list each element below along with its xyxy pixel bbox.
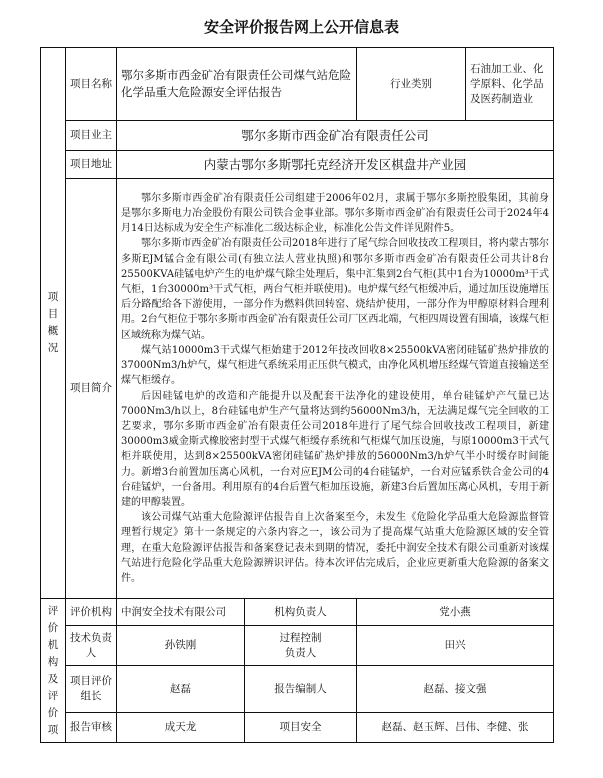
row-project-name (41, 48, 554, 121)
section-char: 况 (47, 342, 59, 354)
section-char: 评 (47, 604, 59, 617)
owner-label: 项目业主 (66, 121, 117, 151)
section-evaluation-label (41, 599, 66, 743)
project-safety-label: 项目安全 (245, 713, 357, 743)
section-char: 及 (47, 672, 59, 685)
report-author-label: 报告编制人 (245, 666, 357, 713)
section-char: 价 (47, 621, 59, 634)
team-leader-label-line: 项目评价 (70, 675, 112, 687)
process-head-value: 田兴 (357, 626, 554, 666)
section-char: 目 (47, 308, 59, 320)
row-intro (41, 179, 554, 599)
row-eval-org (41, 599, 554, 626)
row-tech-head (41, 626, 554, 666)
tech-head-label (66, 626, 117, 666)
report-review-label: 报告审核 (66, 713, 117, 743)
section-char: 概 (47, 325, 59, 337)
intro-paragraph: 后因硅锰电炉的改造和产能提升以及配套干法净化的建设使用，单台硅锰炉产气量已达7000Nm3/h以上，8台硅锰电炉生产气量将达到约56000Nm3/h，无法满足煤气完全回收的工艺要求，鄂尔多斯市西金矿冶有限责任公司2018年进行了尾气综合回收技改工程项目，新建30000m3威金斯式橡胶密封型干式煤气柜缓存系统和气柜煤气加压设施，与原10000m3干式气柜并联使用，达到8×25500kVA密闭硅锰矿热炉排放的56000Nm3/h炉气半小时缓存时间能力。新增3台前置加压离心风机，一台对应EJM公司的4台硅锰炉，一台对应锰系铁合金公司的4台硅锰炉，一台备用。利用原有的4台后置气柜加压设施，新建3台后置加压离心风机，专用于新建的甲醇装置。 (121, 390, 549, 508)
team-leader-label (66, 666, 117, 713)
section-char: 项 (47, 723, 59, 736)
project-name-label: 项目名称 (66, 48, 117, 121)
project-safety-value: 赵磊、赵玉辉、吕伟、李健、张 (357, 713, 554, 743)
intro-text (117, 179, 554, 599)
org-head-label: 机构负责人 (245, 599, 357, 626)
intro-paragraph: 鄂尔多斯市西金矿冶有限责任公司组建于2006年02月，隶属于鄂尔多斯控股集团，其前身是鄂尔多斯电力冶金股份有限公司铁合金事业部。鄂尔多斯市西金矿冶有限责任公司于2024年4月14日达标成为安全生产标准化二级达标企业，标准化公告文件详见附件5。 (121, 192, 549, 235)
industry-label: 行业类别 (357, 48, 466, 121)
section-char: 构 (47, 655, 59, 668)
report-review-value: 成天龙 (117, 713, 245, 743)
intro-paragraph: 鄂尔多斯市西金矿冶有限责任公司2018年进行了尾气综合回收技改工程项目，将内蒙古鄂尔多斯EJM锰合金有限公司(有独立法人营业执照)和鄂尔多斯市西金矿冶有限责任公司共计8台25500KVA硅锰电炉产生的电炉煤气除尘处理后，集中汇集到2台气柜(其中1台为10000m³干式气柜，1台30000m³干式气柜，两台气柜并联使用)。电炉煤气经气柜缓冲后，通过加压设施增压后分路配给各下游使用，一部分作为燃料供回转窑、烧结炉使用，一部分作为甲醇原材料合理利用。2台气柜位于鄂尔多斯市西金矿冶有限责任公司厂区西北端，气柜四周设置有围墙，该煤气柜区域统称为煤气站。 (121, 238, 549, 341)
section-char: 项 (47, 291, 59, 303)
section-char: 评 (47, 689, 59, 702)
process-head-label-line: 过程控制 (279, 631, 322, 644)
org-head-value: 党小燕 (357, 599, 554, 626)
team-leader-value: 赵磊 (117, 666, 245, 713)
process-head-label (245, 626, 357, 666)
team-leader-label-line: 组长 (80, 690, 102, 702)
address-value: 内蒙古鄂尔多斯鄂托克经济开发区棋盘井产业园 (117, 151, 554, 179)
row-report-review (41, 713, 554, 743)
section-char: 价 (47, 706, 59, 719)
page-title: 安全评价报告网上公开信息表 (203, 18, 399, 36)
industry-value: 石油加工业、化学原料、化学品及医药制造业 (466, 48, 554, 121)
eval-org-value: 中润安全技术有限公司 (117, 599, 245, 626)
address-label: 项目地址 (66, 151, 117, 179)
report-author-value: 赵磊、接文强 (357, 666, 554, 713)
tech-head-value: 孙铁刚 (117, 626, 245, 666)
info-table (40, 47, 554, 743)
intro-paragraph: 该公司煤气站重大危险源评估报告自上次备案至今，未发生《危险化学品重大危险源监督管理暂行规定》第十一条规定的六条内容之一，该公司为了提高煤气站重大危险源区域的安全管理，在重大危险源评估报告和备案登记表未到期的情况，委托中润安全技术有限公司重新对该煤气站进行危险化学品重大危险源辨识评估。待本次评估完成后，企业应更新重大危险源的备案文件。 (121, 512, 549, 584)
eval-org-label: 评价机构 (66, 599, 117, 626)
project-name-value: 鄂尔多斯市西金矿冶有限责任公司煤气站危险化学品重大危险源安全评估报告 (117, 48, 357, 121)
tech-head-label-line: 人 (85, 646, 97, 659)
intro-paragraph: 煤气站10000m3干式煤气柜始建于2012年技改回收8×25500kVA密闭硅锰矿热炉排放的37000Nm3/h炉气，煤气柜进气系统采用正压供气模式，由净化风机增压经煤气管道直接输送至煤气柜缓存。 (121, 344, 549, 387)
row-team-leader (41, 666, 554, 713)
intro-label: 项目简介 (66, 179, 117, 599)
process-head-label-line: 负责人 (284, 646, 317, 659)
section-overview-label (41, 48, 66, 599)
section-char: 机 (47, 638, 59, 651)
owner-value: 鄂尔多斯市西金矿冶有限责任公司 (117, 121, 554, 151)
tech-head-label-line: 技术负责 (70, 631, 112, 644)
row-owner (41, 121, 554, 151)
row-address (41, 151, 554, 179)
